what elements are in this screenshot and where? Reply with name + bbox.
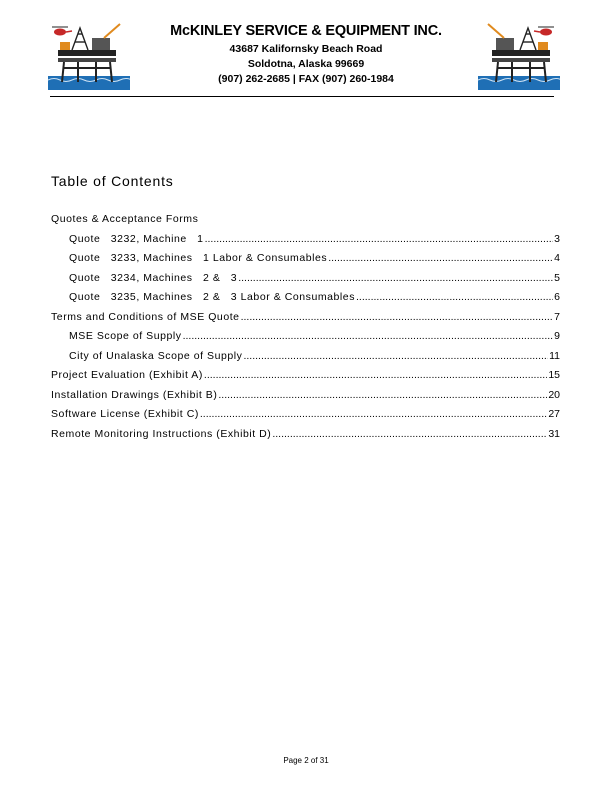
toc-entry-label: Quotes & Acceptance Forms <box>51 213 199 225</box>
toc-page-number: 20 <box>548 388 560 401</box>
toc-leader <box>243 350 548 362</box>
toc-page-number: 11 <box>549 349 560 362</box>
toc-entry-label: MSE Scope of Supply <box>69 330 182 342</box>
toc-entry-label: Project Evaluation (Exhibit A) <box>51 369 203 381</box>
company-name: McKINLEY SERVICE & EQUIPMENT INC. <box>170 23 442 39</box>
toc-page-number: 9 <box>554 330 560 342</box>
toc-entry[interactable] <box>51 252 560 272</box>
toc-entry-label: Quote 3232, Machine 1 <box>69 232 204 245</box>
toc-entry-label: Installation Drawings (Exhibit B) <box>51 388 218 401</box>
toc-page-number: 4 <box>554 252 560 264</box>
toc-entry-label: City of Unalaska Scope of Supply <box>69 349 243 362</box>
toc-entry[interactable] <box>51 213 560 233</box>
toc-entry-label: Quote 3233, Machines 1 Labor & Consumables <box>69 252 328 264</box>
toc-page-number: 31 <box>548 427 560 440</box>
table-of-contents <box>51 213 560 447</box>
header-divider <box>50 96 554 97</box>
toc-leader <box>328 252 553 264</box>
toc-leader <box>218 389 547 401</box>
toc-page-number: 27 <box>548 408 560 420</box>
toc-entry-label: Quote 3235, Machines 2 & 3 Labor & Consumables <box>69 291 355 303</box>
toc-entry-label: Software License (Exhibit C) <box>51 408 199 420</box>
offshore-oil-rig-icon <box>478 20 560 90</box>
toc-leader <box>200 408 547 420</box>
toc-leader <box>356 291 553 303</box>
toc-leader <box>183 330 554 342</box>
toc-entry[interactable] <box>51 233 560 253</box>
city-state-zip: Soldotna, Alaska 99669 <box>247 58 365 70</box>
page-number-footer: Page 2 of 31 <box>283 756 329 765</box>
toc-entry-label: Quote 3234, Machines 2 & 3 <box>69 271 238 284</box>
toc-page-number: 7 <box>554 310 560 323</box>
toc-page-number: 6 <box>554 291 560 303</box>
toc-page-number: 3 <box>554 232 560 245</box>
toc-leader <box>204 369 547 381</box>
toc-entry[interactable] <box>51 428 560 448</box>
street-address: 43687 Kalifornsky Beach Road <box>229 43 383 55</box>
toc-leader <box>272 428 547 440</box>
toc-entry[interactable] <box>51 272 560 292</box>
toc-entry[interactable] <box>51 330 560 350</box>
toc-entry[interactable] <box>51 291 560 311</box>
toc-page-number: 5 <box>554 271 560 284</box>
toc-entry-label: Remote Monitoring Instructions (Exhibit D) <box>51 427 272 440</box>
toc-entry[interactable] <box>51 350 560 370</box>
toc-page-number: 15 <box>548 369 560 381</box>
toc-entry[interactable] <box>51 408 560 428</box>
toc-entry[interactable] <box>51 311 560 331</box>
toc-entry[interactable] <box>51 369 560 389</box>
toc-leader <box>205 233 554 245</box>
letterhead <box>0 0 612 110</box>
toc-leader <box>238 272 553 284</box>
phone-fax: (907) 262-2685 | FAX (907) 260-1984 <box>218 73 394 85</box>
toc-entry-label: Terms and Conditions of MSE Quote <box>51 310 240 323</box>
toc-entry[interactable] <box>51 389 560 409</box>
toc-leader <box>241 311 554 323</box>
toc-title: Table of Contents <box>51 173 174 189</box>
